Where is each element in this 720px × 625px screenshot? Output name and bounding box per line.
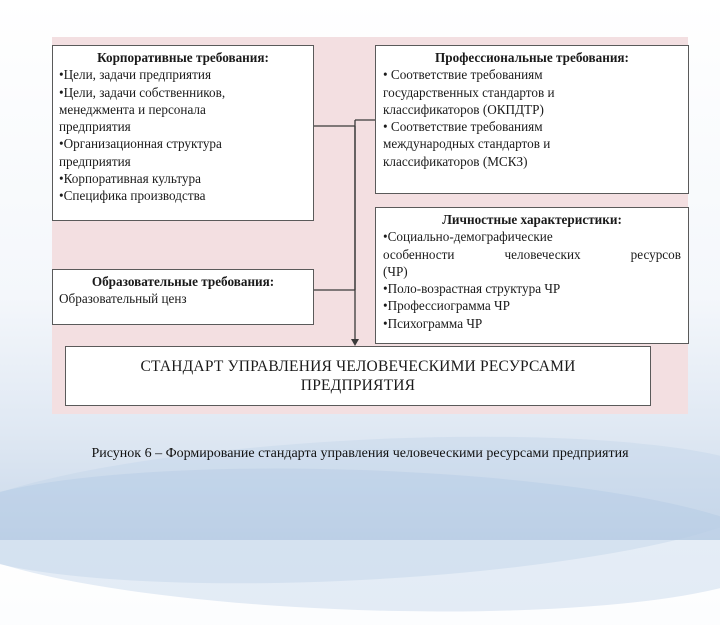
personal-characteristics-box — [375, 207, 689, 344]
educational-title: Образовательные требования: — [91, 274, 275, 289]
list-item: •Психограмма ЧР — [383, 315, 483, 331]
list-item: •Цели, задачи собственников, — [59, 84, 226, 100]
personal-title: Личностные характеристики: — [442, 212, 622, 227]
figure-caption: Рисунок 6 – Формирование стандарта управления человеческими ресурсами предприятия — [91, 446, 629, 461]
corporate-requirements-box — [52, 45, 314, 221]
educational-list — [59, 290, 307, 307]
list-item: международных стандартов и — [383, 136, 551, 152]
down-arrow-head — [351, 339, 359, 346]
corporate-list — [59, 66, 307, 204]
list-item: •Профессиограмма ЧР — [383, 298, 510, 314]
list-item: предприятия — [59, 153, 131, 169]
list-item: •Поло-возрастная структура ЧР — [383, 281, 561, 297]
list-item: •Цели, задачи предприятия — [59, 67, 212, 83]
list-item: особенности человеческих ресурсов — [383, 246, 681, 262]
list-item: классификаторов (МСКЗ) — [383, 153, 528, 169]
standard-line-1: СТАНДАРТ УПРАВЛЕНИЯ ЧЕЛОВЕЧЕСКИМИ РЕСУРСАМИ — [140, 358, 576, 375]
professional-title: Профессиональные требования: — [435, 50, 629, 65]
list-item: предприятия — [59, 119, 131, 135]
list-item: • Соответствие требованиям — [383, 67, 543, 83]
list-item: менеджмента и персонала — [59, 101, 206, 117]
educational-requirements-box — [52, 269, 314, 325]
corporate-title: Корпоративные требования: — [97, 50, 269, 65]
professional-list — [383, 66, 681, 170]
list-item: •Корпоративная культура — [59, 171, 201, 187]
list-item: (ЧР) — [383, 263, 408, 279]
list-item: •Организационная структура — [59, 136, 222, 152]
personal-list — [383, 228, 681, 332]
list-item: • Соответствие требованиям — [383, 119, 543, 135]
list-item: •Социально-демографические — [383, 229, 553, 245]
diagram-panel — [52, 37, 688, 414]
list-item: •Специфика производства — [59, 188, 206, 204]
list-item: классификаторов (ОКПДТР) — [383, 101, 544, 117]
hr-standard-box — [65, 346, 651, 406]
professional-requirements-box — [375, 45, 689, 194]
list-item: Образовательный ценз — [59, 291, 187, 307]
standard-line-2: ПРЕДПРИЯТИЯ — [300, 377, 416, 394]
list-item: государственных стандартов и — [383, 84, 555, 100]
